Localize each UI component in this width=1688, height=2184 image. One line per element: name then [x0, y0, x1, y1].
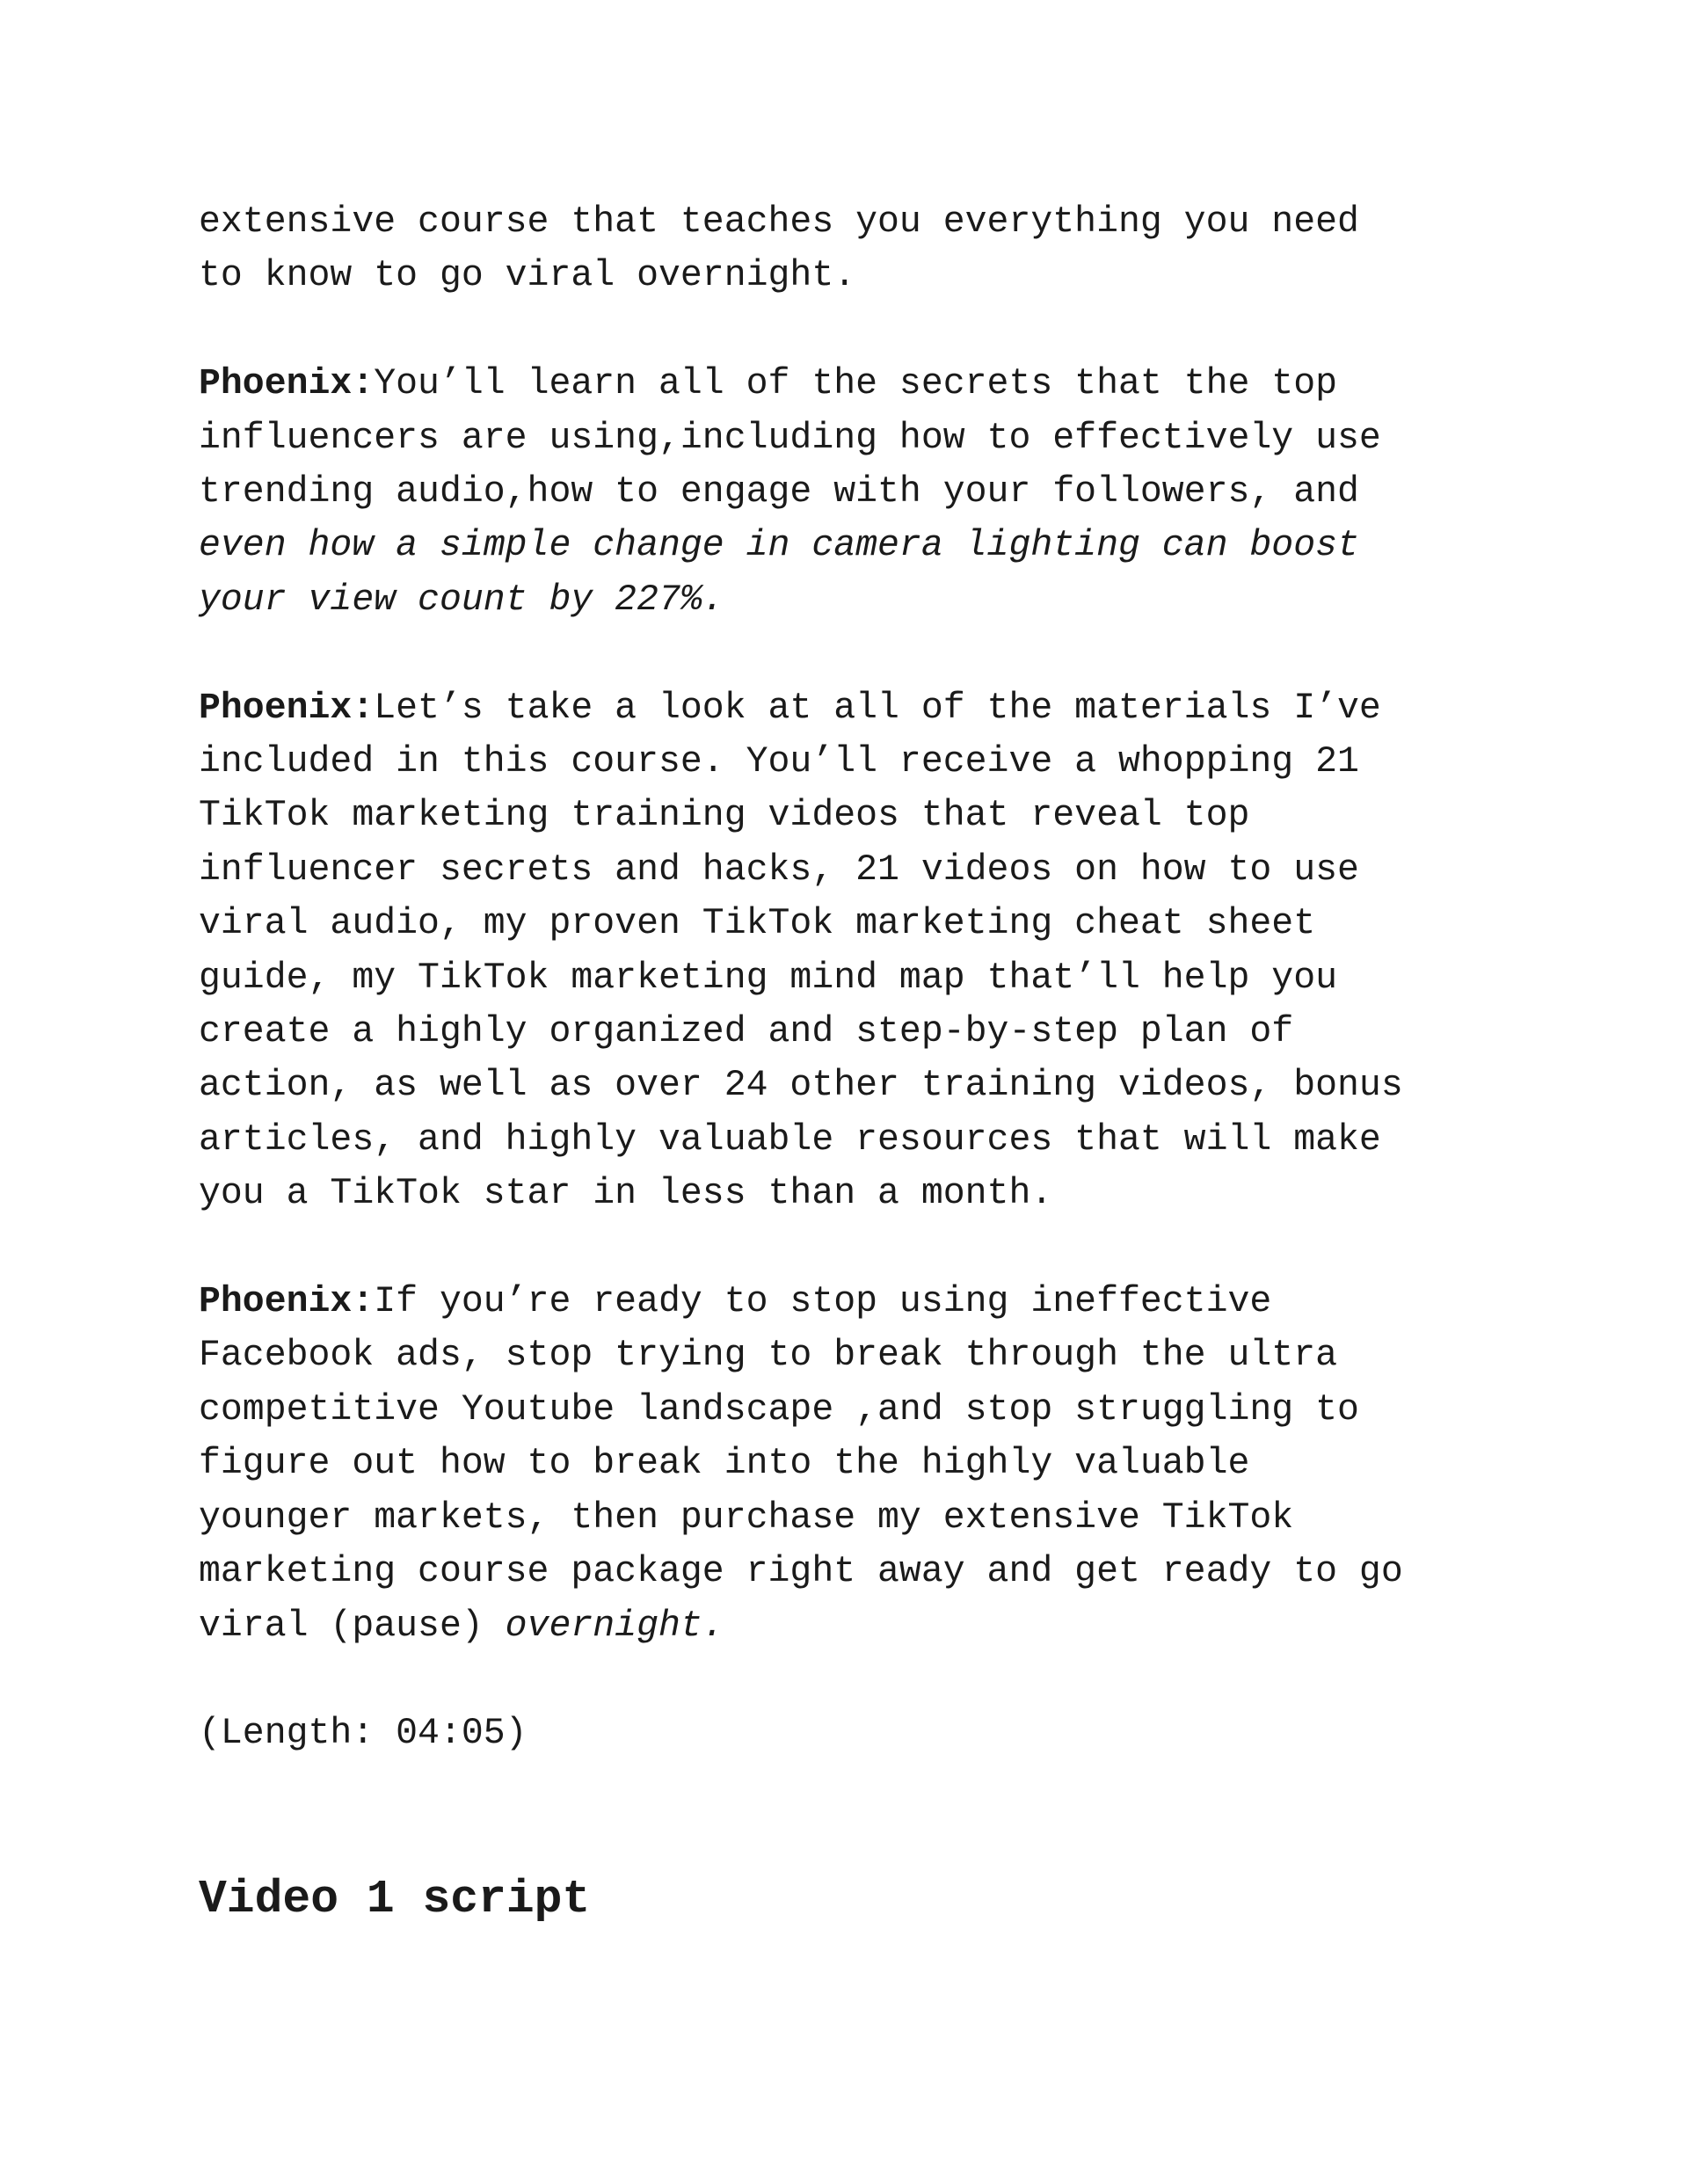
- intro-paragraph: [199, 195, 1570, 303]
- dialogue-paragraph-3: [199, 1275, 1570, 1653]
- text-line: figure out how to break into the highly valuable: [199, 1443, 1250, 1485]
- length-note: [199, 1707, 1570, 1760]
- text-line: [199, 357, 1570, 411]
- text-line: competitive Youtube landscape ,and stop struggling to: [199, 1388, 1359, 1431]
- dialogue-text: If you’re ready to stop using ineffective: [374, 1281, 1272, 1323]
- emphasized-line: even how a simple change in camera lighting can boost: [199, 525, 1359, 567]
- text-line: articles, and highly valuable resources that will make: [199, 1118, 1381, 1161]
- text-line: [199, 1599, 1570, 1653]
- document-page: [199, 195, 1570, 1761]
- text-line: action, as well as over 24 other training videos, bonus: [199, 1065, 1403, 1107]
- paragraph-spacer: [199, 1221, 1570, 1275]
- text-line: extensive course that teaches you everything you need: [199, 201, 1359, 243]
- speaker-label: Phoenix:: [199, 687, 375, 729]
- section-heading: Video 1 script: [199, 1873, 591, 1926]
- text-line: influencer secrets and hacks, 21 videos on how to use: [199, 848, 1359, 891]
- paragraph-spacer: [199, 627, 1570, 681]
- paragraph-spacer: [199, 1653, 1570, 1707]
- paragraph-spacer: [199, 303, 1570, 357]
- text-line: Facebook ads, stop trying to break through the ultra: [199, 1335, 1338, 1377]
- text-line: you a TikTok star in less than a month.: [199, 1173, 1053, 1215]
- text-line: trending audio,how to engage with your followers, and: [199, 471, 1359, 513]
- dialogue-paragraph-2: [199, 681, 1570, 1221]
- text-line: create a highly organized and step-by-step plan of: [199, 1011, 1294, 1053]
- dialogue-text: Let’s take a look at all of the materials I’ve: [374, 687, 1381, 729]
- emphasized-word: overnight.: [505, 1605, 724, 1647]
- dialogue-text: viral (pause): [199, 1605, 506, 1647]
- text-line: influencers are using,including how to effectively use: [199, 417, 1381, 459]
- length-text: (Length: 04:05): [199, 1713, 528, 1755]
- text-line: [199, 681, 1570, 735]
- text-line: to know to go viral overnight.: [199, 255, 856, 297]
- dialogue-text: You’ll learn all of the secrets that the top: [374, 363, 1338, 405]
- text-line: younger markets, then purchase my extensive TikTok: [199, 1496, 1294, 1539]
- text-line: viral audio, my proven TikTok marketing cheat sheet: [199, 903, 1316, 945]
- speaker-label: Phoenix:: [199, 363, 375, 405]
- text-line: TikTok marketing training videos that reveal top: [199, 795, 1250, 837]
- text-line: marketing course package right away and get ready to go: [199, 1551, 1403, 1593]
- text-line: guide, my TikTok marketing mind map that’ll help you: [199, 957, 1338, 999]
- speaker-label: Phoenix:: [199, 1281, 375, 1323]
- text-line: included in this course. You’ll receive a whopping 21: [199, 741, 1359, 783]
- dialogue-paragraph-1: [199, 357, 1570, 627]
- text-line: [199, 1275, 1570, 1329]
- emphasized-line: your view count by 227%.: [199, 579, 724, 621]
